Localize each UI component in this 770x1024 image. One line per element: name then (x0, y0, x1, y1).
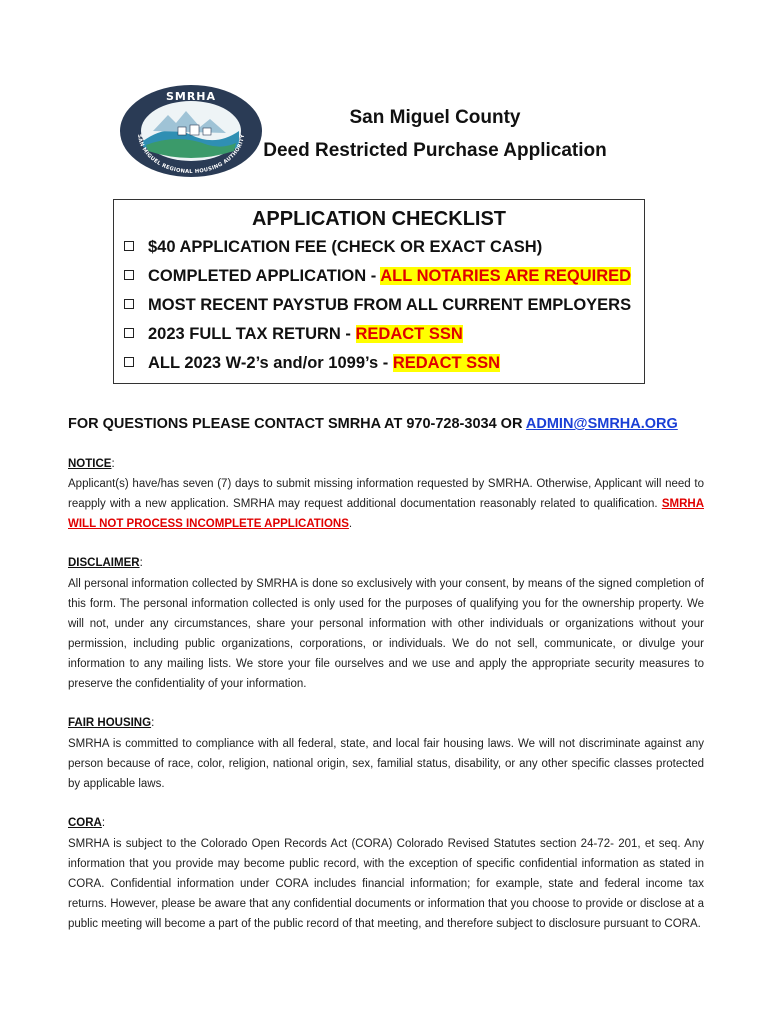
checklist-item-fee: $40 APPLICATION FEE (CHECK OR EXACT CASH) (124, 238, 542, 257)
checkbox-icon (124, 299, 134, 309)
incomplete-warning: SMRHA WILL NOT PROCESS INCOMPLETE APPLICATIONS (68, 498, 704, 530)
smrha-logo (118, 83, 264, 179)
checkbox-icon (124, 270, 134, 280)
fair-housing-body: SMRHA is committed to compliance with all federal, state, and local fair housing laws. We will not discriminate against any person because of race, color, religion, national origin, sex, familial status, disability, or any other specific classes protected by applicable laws. (68, 738, 704, 790)
checklist-item-paystub: MOST RECENT PAYSTUB FROM ALL CURRENT EMPLOYERS (124, 296, 631, 315)
disclaimer-heading: DISCLAIMER: (68, 557, 143, 569)
checklist-title: APPLICATION CHECKLIST (251, 208, 507, 230)
checkbox-icon (124, 328, 134, 338)
checklist-item-w2: ALL 2023 W-2’s and/or 1099’s - REDACT SSN (124, 354, 500, 373)
cora-body: SMRHA is subject to the Colorado Open Records Act (CORA) Colorado Revised Statutes section 24-72- 201, et seq. Any information that you provide may become public record, with the exception of specific confidential information as stated in CORA. Confidential information under CORA includes financial information; for example, state and federal income tax returns. However, please be aware that any confidential documents or information that you choose to provide or disclose at a public meeting will become a part of the public record of that meeting, and therefore subject to disclosure pursuant to CORA. (68, 838, 704, 930)
header-application-title: Deed Restricted Purchase Application (263, 140, 607, 161)
notice-heading: NOTICE: (68, 458, 115, 470)
contact-line: FOR QUESTIONS PLEASE CONTACT SMRHA AT 970-728-3034 OR ADMIN@SMRHA.ORG (68, 416, 678, 432)
logo-text-top: SMRHA (165, 90, 217, 103)
checklist-item-application: COMPLETED APPLICATION - ALL NOTARIES ARE REQUIRED (124, 267, 631, 286)
email-link[interactable]: ADMIN@SMRHA.ORG (525, 416, 678, 432)
logo-ring-text: SAN MIGUEL REGIONAL HOUSING AUTHORITY (135, 133, 247, 176)
notice-body: Applicant(s) have/has seven (7) days to submit missing information requested by SMRHA. Otherwise, Applicant will need to reapply with a new application. SMRHA may request additional documentation reasonably related to qualification. SMRHA WILL NOT PROCESS INCOMPLETE APPLICATIONS. (68, 478, 704, 530)
checkbox-icon (124, 357, 134, 367)
cora-heading: CORA: (68, 817, 106, 829)
disclaimer-body: All personal information collected by SMRHA is done so exclusively with your consent, by means of the signed completion of this form. The personal information collected is only used for the purposes of qualifying you for the ownership property. We will not, under any circumstances, share your personal information with other individuals or organizations without your permission, including public organizations, corporations, or individuals. We do not sell, communicate, or divulge your information to any mailing lists. We store your file ourselves and we use and apply the appropriate security measures to preserve the confidentiality of your information. (68, 578, 704, 690)
checklist-item-tax-return: 2023 FULL TAX RETURN - REDACT SSN (124, 325, 463, 344)
checkbox-icon (124, 241, 134, 251)
fair-housing-heading: FAIR HOUSING: (68, 717, 155, 729)
header-county: San Miguel County (349, 107, 521, 128)
application-checklist (113, 199, 645, 384)
